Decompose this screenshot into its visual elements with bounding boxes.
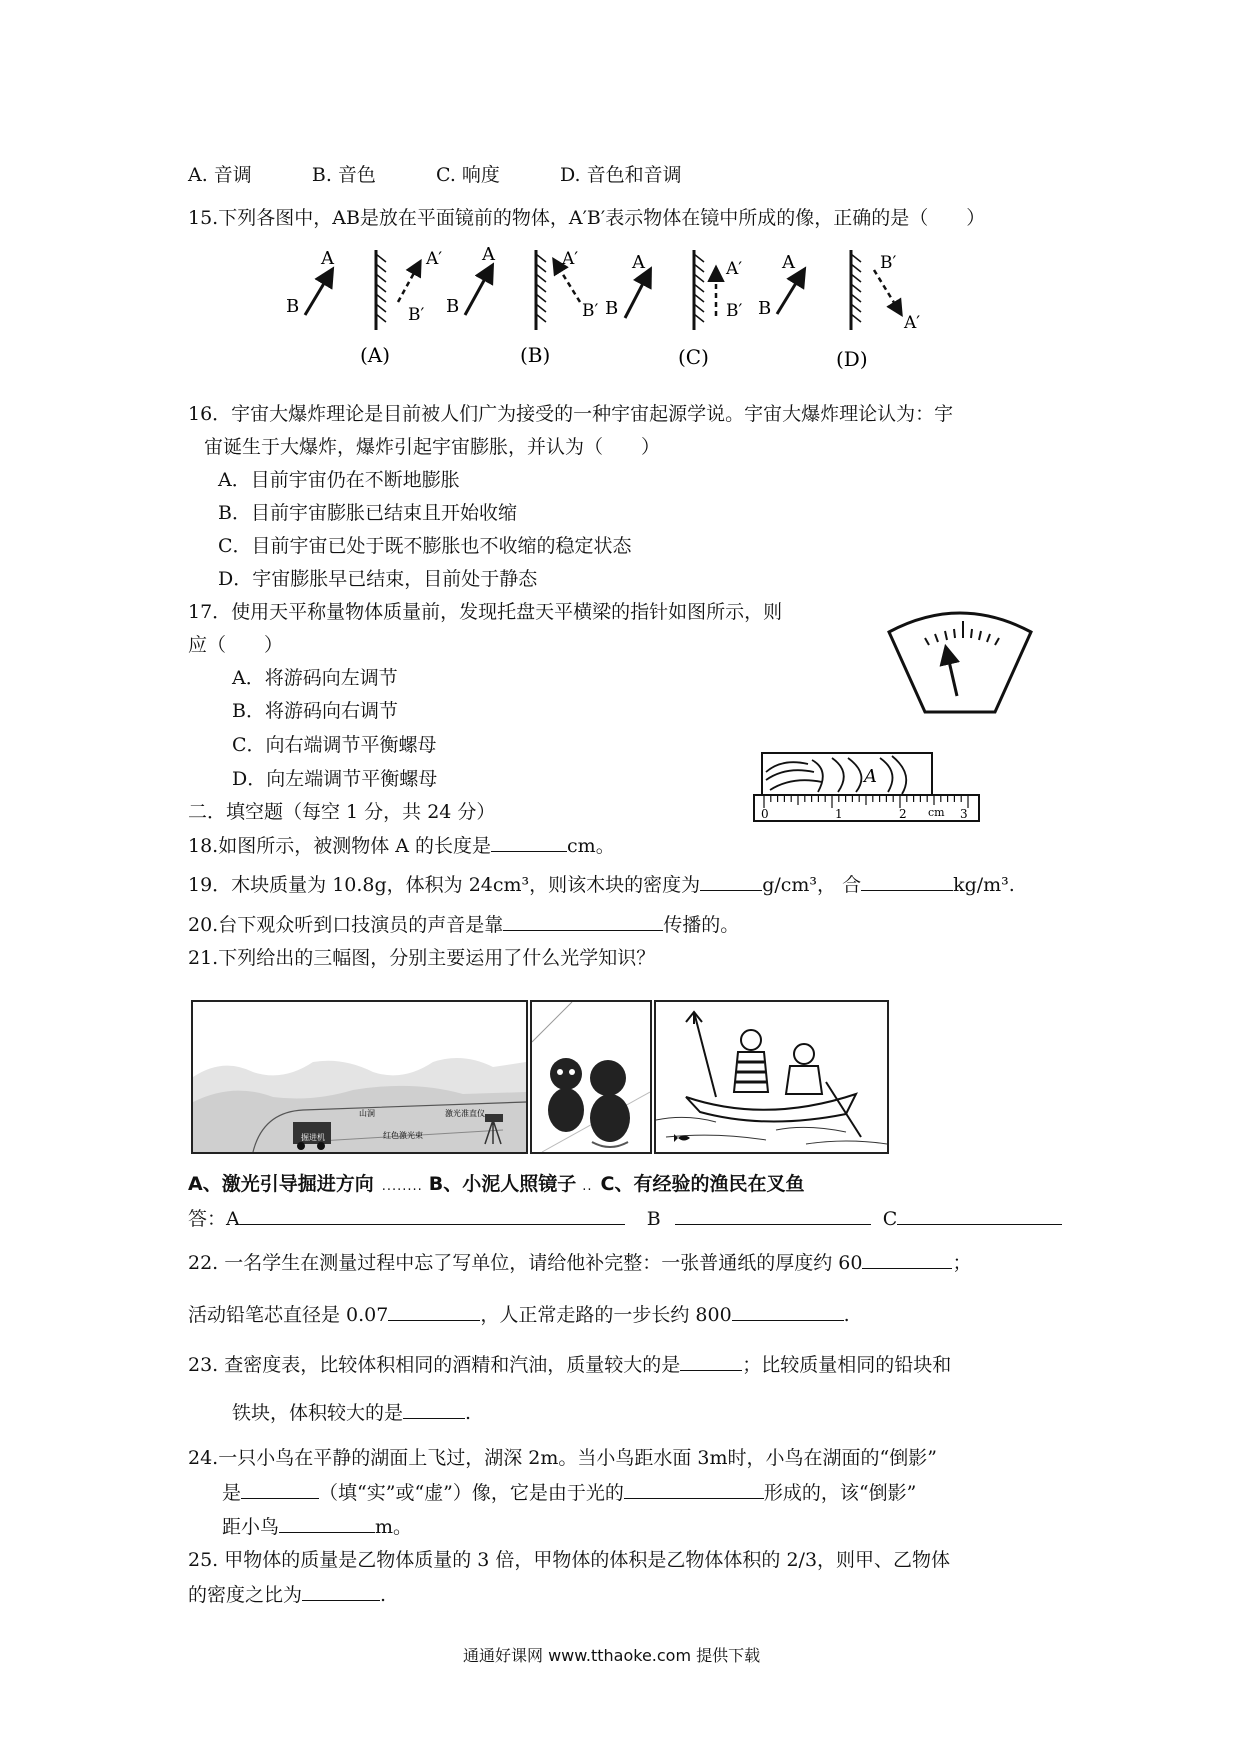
q17-option-d: D．向左端调节平衡螺母 [232, 768, 438, 790]
q14-option-d: D. 音色和音调 [559, 164, 682, 186]
q17-option-a: A．将游码向左调节 [232, 667, 398, 689]
balance-pointer-figure [885, 600, 1035, 718]
answer-c-label: C [882, 1208, 898, 1230]
q18 [188, 833, 615, 858]
q22-text: 22. 一名学生在测量过程中忘了写单位，请给他补完整：一张普通纸的厚度约 60 [188, 1252, 863, 1274]
q19-answer-blank-2[interactable] [861, 872, 953, 891]
q21-stem: 21.下列给出的三幅图，分别主要运用了什么光学知识？ [188, 947, 656, 969]
q22-line1 [188, 1250, 972, 1275]
q23-text: 23. 查密度表，比较体积相同的酒精和汽油，质量较大的是 [188, 1354, 681, 1376]
q23-blank-1[interactable] [680, 1352, 742, 1371]
q17-option-b: B．将游码向右调节 [232, 700, 398, 722]
label-b: B [446, 296, 460, 317]
q22-text-2: 活动铅笔芯直径是 0.07 [188, 1304, 389, 1326]
label-b: B [286, 296, 300, 317]
answer-b-label: B [646, 1208, 661, 1230]
label-mountain: 山洞 [359, 1109, 375, 1118]
answer-a-label: 答：A [188, 1208, 240, 1230]
q24-blank-2[interactable] [624, 1480, 764, 1499]
q24-line2 [222, 1480, 916, 1505]
q19-unit: kg/m³. [953, 874, 1015, 896]
q16-option-d: D．宇宙膨胀早已结束，目前处于静态 [218, 568, 538, 590]
q25-end: . [380, 1584, 387, 1606]
q19 [188, 872, 1015, 897]
label-a-prime: A′ [426, 249, 443, 269]
label-a-prime: A′ [726, 259, 743, 279]
caption-dots-2: .. [582, 1179, 593, 1194]
figure-c [605, 250, 742, 369]
q14-option-b: B. 音色 [311, 164, 376, 186]
q23-line2 [232, 1400, 471, 1425]
section-heading: 二．填空题（每空 1 分，共 24 分） [188, 801, 496, 823]
q23-line1 [188, 1352, 951, 1377]
label-a: A [782, 252, 795, 273]
caption-c: (C) [678, 345, 709, 369]
q25-line1: 25. 甲物体的质量是乙物体质量的 3 倍，甲物体的体积是乙物体体积的 2/3，则甲、乙物体 [188, 1549, 951, 1571]
figure-b [446, 244, 598, 367]
caption-b: B、小泥人照镜子 [428, 1173, 577, 1195]
q25-blank[interactable] [302, 1582, 380, 1601]
q22-blank-1[interactable] [862, 1250, 952, 1269]
label-machine: 掘进机 [301, 1133, 325, 1142]
tick-label-unit: cm [928, 806, 945, 819]
q22-end-2: . [843, 1304, 850, 1326]
q19-text: 19．木块质量为 10.8g，体积为 24cm³，则该木块的密度为 [188, 874, 701, 896]
q25-text: 的密度之比为 [188, 1584, 303, 1606]
label-a-prime: A′ [904, 313, 921, 333]
answer-b-blank[interactable] [675, 1206, 871, 1225]
q24-blank-3[interactable] [279, 1514, 375, 1533]
q14-option-c: C. 响度 [435, 164, 500, 186]
q15-mirror-figures [280, 240, 1020, 375]
q23-blank-2[interactable] [403, 1400, 465, 1419]
q15-stem: 15.下列各图中，AB是放在平面镜前的物体，A′B′表示物体在镜中所成的像，正确的是（ ） [188, 207, 986, 229]
caption-b: (B) [520, 343, 551, 367]
figure-a [286, 248, 442, 367]
ruler-figure [752, 750, 982, 825]
tick-label-3: 3 [960, 807, 968, 821]
q24-text-c: 形成的，该“倒影” [763, 1482, 917, 1504]
caption-a: (A) [360, 343, 391, 367]
q25-line2 [188, 1582, 386, 1607]
q16-option-b: B．目前宇宙膨胀已结束且开始收缩 [218, 502, 517, 524]
q22-blank-2[interactable] [388, 1302, 480, 1321]
q20-text: 20.台下观众听到口技演员的声音是靠 [188, 914, 504, 936]
q22-text-3: ，人正常走路的一步长约 800 [480, 1304, 732, 1326]
q14-option-a: A. 音调 [188, 164, 252, 186]
picture-clay-figure-mirror [530, 1000, 652, 1154]
footer-source: 通通好课网 www.tthaoke.com 提供下载 [463, 1646, 761, 1665]
q24-line1: 24.一只小鸟在平静的湖面上飞过，湖深 2m。当小鸟距水面 3m时，小鸟在湖面的“倒影” [188, 1447, 937, 1469]
q24-text-d: 距小鸟 [222, 1516, 280, 1538]
q18-answer-blank[interactable] [491, 833, 567, 852]
q14-options [188, 163, 682, 187]
q24-blank-1[interactable] [241, 1480, 319, 1499]
q22-end-1: ； [952, 1252, 972, 1274]
caption-c: C、有经验的渔民在叉鱼 [600, 1173, 805, 1195]
answer-c-blank[interactable] [897, 1206, 1062, 1225]
answer-a-blank[interactable] [240, 1206, 625, 1225]
q20-answer-blank[interactable] [503, 912, 663, 931]
q23-end: . [465, 1402, 472, 1424]
q20 [188, 912, 739, 937]
label-b-prime: B′ [880, 253, 897, 273]
q16-stem-line1: 16．宇宙大爆炸理论是目前被人们广为接受的一种宇宙起源学说。宇宙大爆炸理论认为：宇 [188, 403, 954, 425]
figure-d [758, 250, 920, 371]
q16-stem-line2: 宙诞生于大爆炸，爆炸引起宇宙膨胀，并认为（ ） [204, 436, 661, 458]
label-b-prime: B′ [408, 305, 425, 325]
picture-fisherman [654, 1000, 889, 1154]
label-b-prime: B′ [726, 301, 743, 321]
q16-option-a: A．目前宇宙仍在不断地膨胀 [218, 469, 460, 491]
q18-unit: cm。 [567, 835, 615, 857]
q24-unit: m。 [375, 1516, 413, 1538]
label-b: B [605, 298, 619, 319]
q19-mid: g/cm³， 合 [762, 874, 862, 896]
label-b-prime: B′ [582, 301, 599, 321]
tick-label-2: 2 [899, 807, 907, 821]
q18-text: 18.如图所示，被测物体 A 的长度是 [188, 835, 492, 857]
label-light: 红色激光束 [383, 1131, 423, 1140]
q21-captions [188, 1172, 804, 1199]
q16-option-c: C．目前宇宙已处于既不膨胀也不收缩的稳定状态 [218, 535, 632, 557]
q19-answer-blank-1[interactable] [700, 872, 762, 891]
q17-option-c: C．向右端调节平衡螺母 [232, 734, 437, 756]
label-a: A [482, 244, 495, 265]
label-laser: 激光准直仪 [445, 1109, 485, 1118]
q21-answers [188, 1206, 1062, 1231]
caption-dots-1: ........ [381, 1179, 423, 1194]
tick-label-1: 1 [835, 807, 843, 821]
q22-line2 [188, 1302, 850, 1327]
q22-blank-3[interactable] [732, 1302, 844, 1321]
q23-text-2: ；比较质量相同的铅块和 [742, 1354, 952, 1376]
q24-text-b: （填“实”或“虚”）像，它是由于光的 [319, 1482, 624, 1504]
q24-line3 [222, 1514, 412, 1539]
label-a: A [632, 252, 645, 273]
picture-laser-tunneling [191, 1000, 528, 1154]
q23-text-3: 铁块，体积较大的是 [232, 1402, 404, 1424]
q17-stem-line2: 应（ ） [188, 634, 284, 656]
object-a-label: A [864, 766, 877, 787]
label-a: A [321, 248, 334, 269]
caption-d: (D) [836, 347, 868, 371]
q20-end: 传播的。 [663, 914, 740, 936]
q17-stem-line1: 17．使用天平称量物体质量前，发现托盘天平横梁的指针如图所示，则 [188, 601, 783, 623]
tick-label-0: 0 [761, 807, 769, 821]
caption-a: A、激光引导掘进方向 [188, 1173, 374, 1195]
label-b: B [758, 298, 772, 319]
label-a-prime: A′ [562, 249, 579, 269]
q24-text-a: 是 [222, 1482, 242, 1504]
